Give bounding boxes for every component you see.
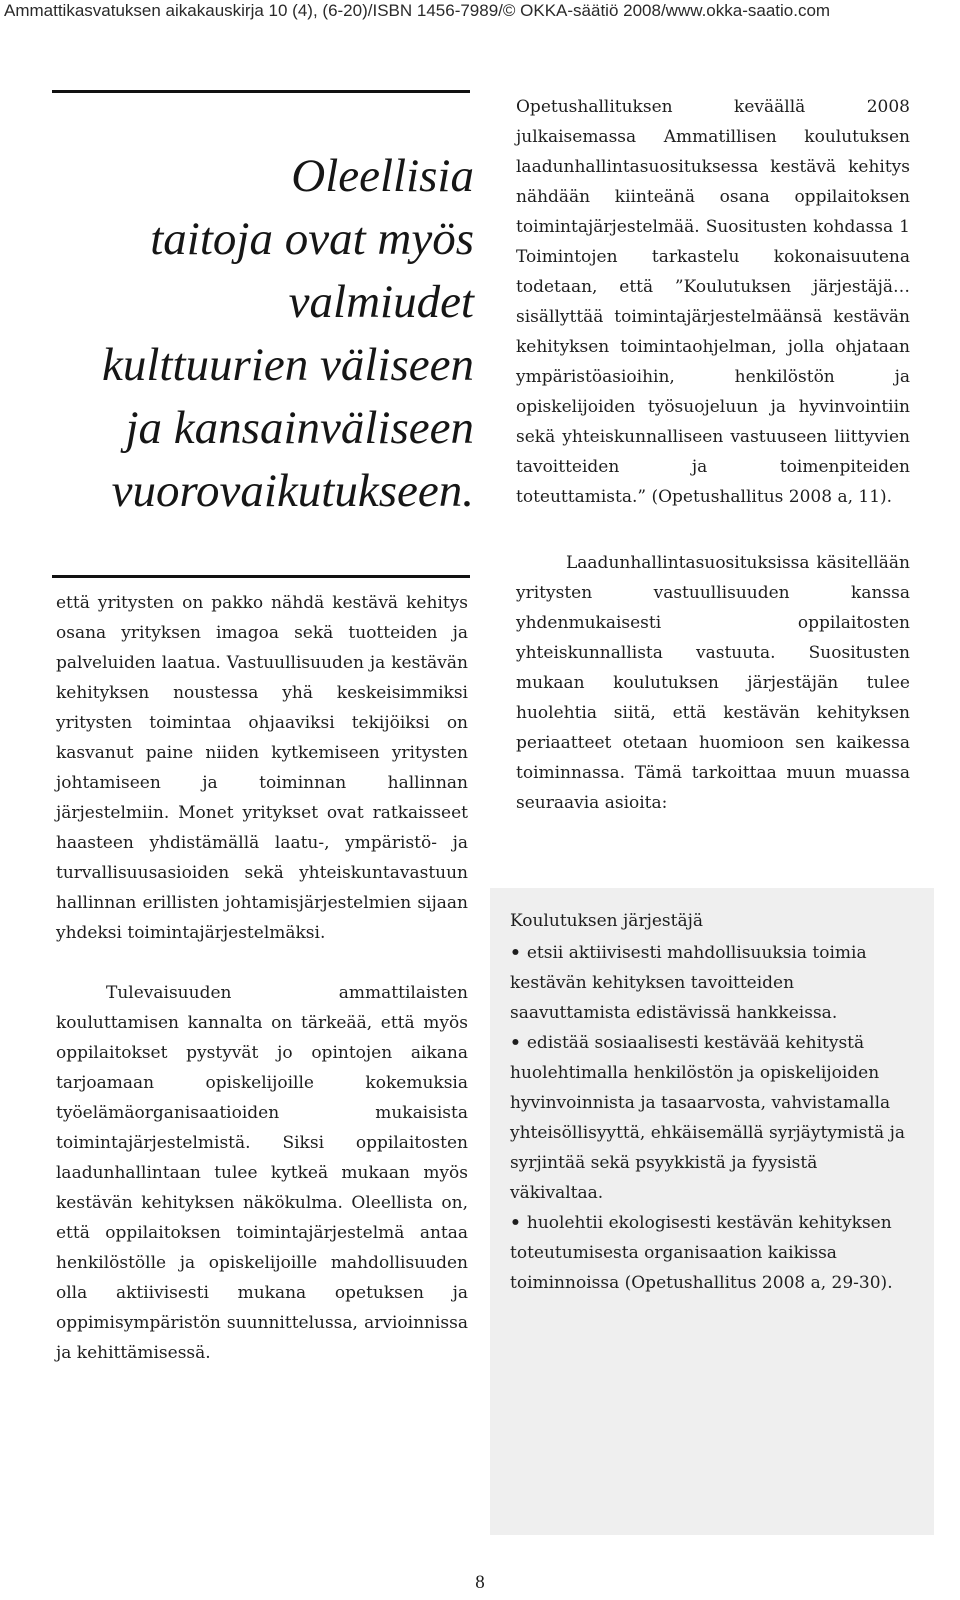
pullquote-line: kulttuurien väliseen (102, 339, 474, 391)
box-bullet-text: edistää sosiaalisesti kestävää kehitystä huolehtimalla henkilöstön ja opiskelijoiden hyvinvoinnista ja tasaarvosta, vahvistamalla yhteisöllisyyttä, ehkäisemällä syrjäytymistä ja syrjintää sekä psyykkistä ja fyysistä väkivaltaa. (510, 1033, 905, 1203)
box-title: Koulutuksen järjestäjä (510, 911, 703, 931)
box-bullet-text: etsii aktiivisesti mahdollisuuksia toimia kestävän kehityksen tavoitteiden saavuttamista edistävissä hankkeissa. (510, 943, 867, 1023)
pullquote-bottom-rule (52, 575, 470, 578)
running-header: Ammattikasvatuksen aikakauskirja 10 (4), (6-20)/ISBN 1456-7989/© OKKA-säätiö 2008/www.okka-saatio.com (4, 1, 831, 20)
pullquote-line: ja kansainväliseen (125, 402, 474, 454)
body-paragraph: että yritysten on pakko nähdä kestävä kehitys osana yrityksen imagoa sekä tuotteiden ja palveluiden laatua. Vastuullisuuden ja kestävän kehityksen noustessa yhä keskeisimmiksi yritysten toimintaa ohjaaviksi tekijöiksi on kasvanut paine niiden kytkemiseen yritysten johtamiseen ja toiminnan hallinnan järjestelmiin. Monet yritykset ovat ratkaisseet haasteen yhdistämällä laatu-, ympäristö- ja turvallisuusasioiden sekä yhteiskuntavastuun hallinnan erillisten johtamisjärjestelmien sijaan yhdeksi toimintajärjestelmäksi. (56, 593, 468, 943)
body-paragraph: Laadunhallintasuosituksissa käsitellään yritysten vastuullisuuden kanssa yhdenmukaisesti oppilaitosten yhteiskunnallista vastuuta. Suositusten mukaan koulutuksen järjestäjän tulee huolehtia siitä, että kestävän kehityksen periaatteet otetaan huomioon sen kaikessa toiminnassa. Tämä tarkoittaa muun muassa seuraavia asioita: (516, 553, 910, 813)
box-bullet-item (510, 1028, 914, 1208)
box-bullet-text: huolehtii ekologisesti kestävän kehityksen toteutumisesta organisaation kaikissa toiminnoissa (Opetushallitus 2008 a, 29-30). (510, 1213, 893, 1293)
pullquote-top-rule (52, 90, 470, 93)
recommendation-box (490, 888, 934, 1535)
box-bullet-item (510, 938, 914, 1028)
pullquote (56, 145, 474, 523)
page-number: 8 (475, 1572, 485, 1593)
pullquote-line: Oleellisia (291, 150, 474, 202)
body-paragraph: Tulevaisuuden ammattilaisten kouluttamisen kannalta on tärkeää, että myös oppilaitokset pystyvät jo opintojen aikana tarjoamaan opiskelijoille kokemuksia työelämäorganisaatioiden mukaisista toimintajärjestelmistä. Siksi oppilaitosten laadunhallintaan tulee kytkeä mukaan myös kestävän kehityksen näkökulma. Oleellista on, että oppilaitoksen toimintajärjestelmä antaa henkilöstölle ja opiskelijoille mahdollisuuden olla aktiivisesti mukana opetuksen ja oppimisympäristön suunnittelussa, arvioinnissa ja kehittämisessä. (56, 983, 468, 1363)
pullquote-line: taitoja ovat myös (150, 213, 474, 265)
box-bullet-item (510, 1208, 914, 1298)
bullet-icon: • (510, 943, 521, 963)
bullet-icon: • (510, 1213, 521, 1233)
pullquote-line: vuorovaikutukseen. (111, 465, 474, 517)
left-column (56, 588, 468, 1368)
bullet-icon: • (510, 1033, 521, 1053)
pullquote-line: valmiudet (288, 276, 474, 328)
right-column (516, 92, 910, 818)
body-paragraph: Opetushallituksen keväällä 2008 julkaisemassa Ammatillisen koulutuksen laadunhallintasuosituksessa kestävä kehitys nähdään kiinteänä osana oppilaitoksen toimintajärjestelmää. Suositusten kohdassa 1 Toimintojen tarkastelu kokonaisuutena todetaan, että ”Koulutuksen järjestäjä… sisällyttää toimintajärjestelmäänsä kestävän kehityksen toimintaohjelman, jolla ohjataan ympäristöasioihin, henkilöstön ja opiskelijoiden työsuojeluun ja hyvinvointiin sekä yhteiskunnalliseen vastuuseen liittyvien tavoitteiden ja toimenpiteiden toteuttamista.” (Opetushallitus 2008 a, 11). (516, 97, 910, 507)
